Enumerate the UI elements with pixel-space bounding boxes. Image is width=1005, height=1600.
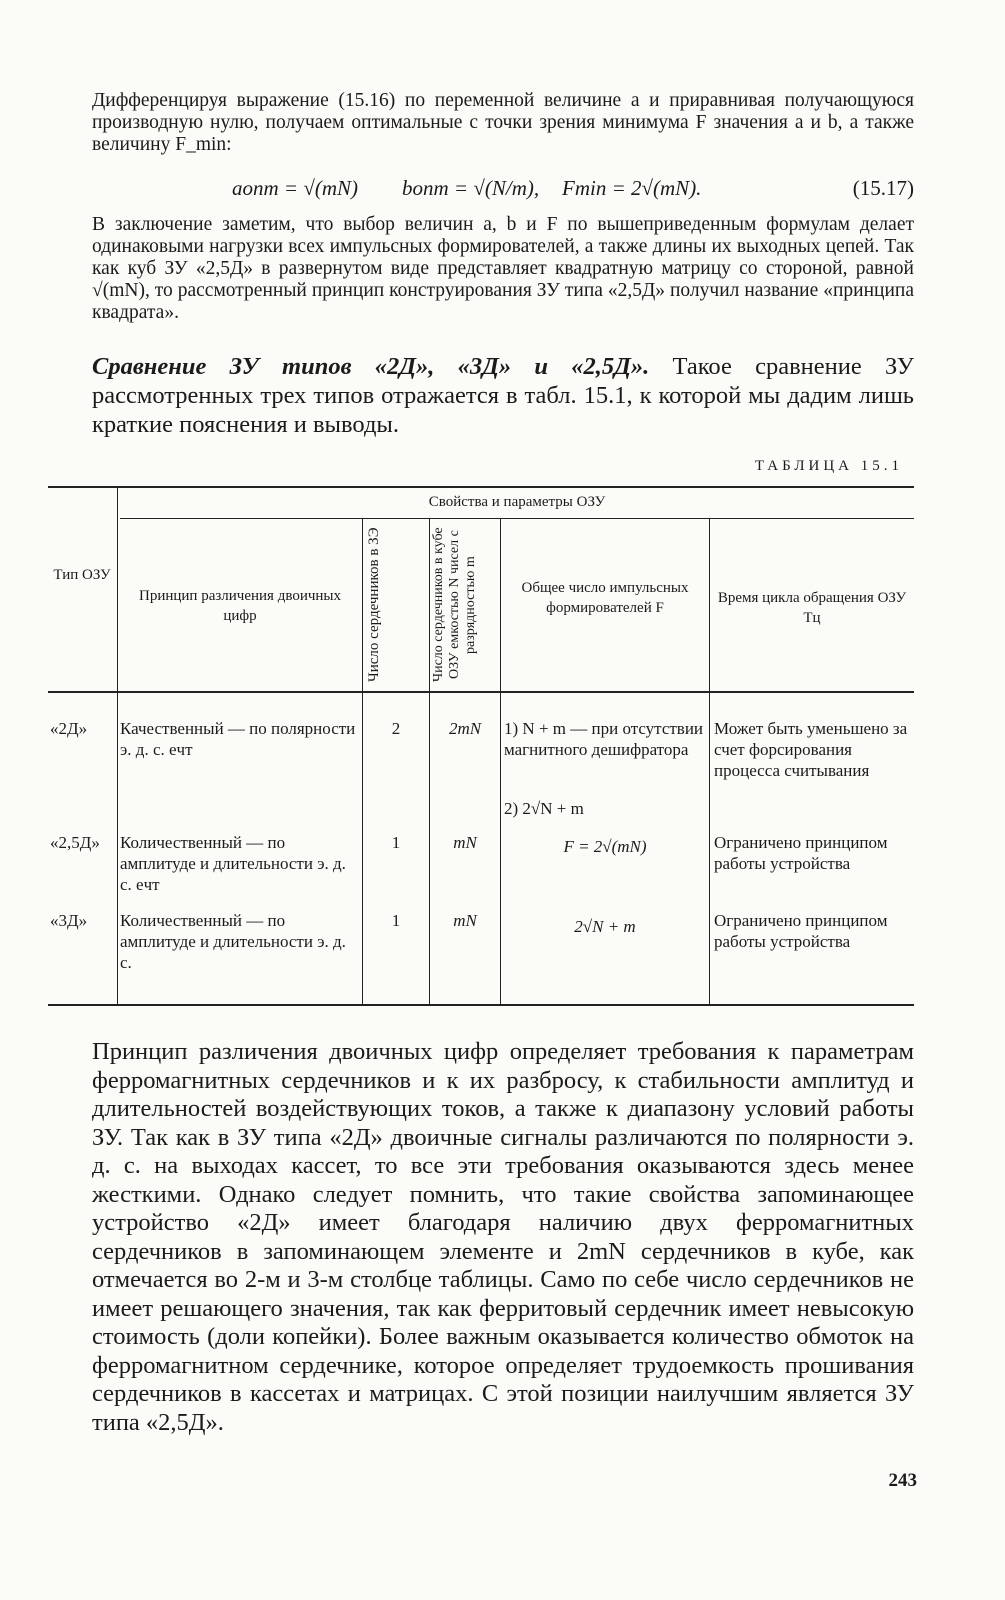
formula-b-opt: bопт = √(N/m), — [402, 176, 540, 200]
header-type: Тип ОЗУ — [53, 567, 111, 583]
intro-paragraph: Дифференцируя выражение (15.16) по переменной величине a и приравнивая получающуюся производную нулю, получаем оптимальные с точки зрения минимума F значения a и b, а также величину F_min: — [92, 90, 914, 155]
column-rule — [709, 519, 710, 1005]
table-cell-cores-per-element: 1 — [391, 833, 401, 852]
comparison-paragraph — [92, 352, 914, 439]
conclusion-paragraph: В заключение заметим, что выбор величин a, b и F по вышеприведенным формулам делает одинаковыми нагрузки всех импульсных формирователей, а также длины их выходных цепей. Так как куб ЗУ «2,5Д» в развернутом виде представляет квадратную матрицу со стороной, равной √(mN), то рассмотренный принцип конструирования ЗУ типа «2,5Д» получил название «принципа квадрата». — [92, 214, 914, 323]
formula-15-17 — [92, 176, 914, 204]
table-cell-drivers: F = 2√(mN) — [563, 837, 647, 856]
column-rule — [429, 519, 430, 1005]
column-rule — [500, 519, 501, 1005]
header-bottom-rule — [48, 691, 914, 693]
formula-a-opt: aопт = √(mN) — [232, 176, 359, 200]
page-number: 243 — [888, 1470, 917, 1491]
table-top-rule — [48, 486, 914, 488]
table-cell-drivers: 2√N + m — [574, 917, 636, 936]
comparison-text: Такое сравнение ЗУ рассмотренных трех типов отражается в табл. 15.1, к которой мы дадим лишь краткие пояснения и выводы. — [92, 353, 914, 438]
header-principle: Принцип различения двоичных цифр — [138, 588, 341, 624]
column-rule — [117, 487, 118, 1005]
table-cell-drivers-alt: 2) 2√N + m — [504, 799, 584, 818]
header-cores-in-cube: Число сердечников в кубе ОЗУ емкостью N чисел с разрядностью m — [431, 527, 478, 683]
table-cell-cycle-time: Ограничено принципом работы устройства — [714, 911, 888, 951]
table-cell-cycle-time: Ограничено принципом работы устройства — [714, 833, 888, 873]
table-cell-type: «2Д» — [50, 719, 88, 738]
table-cell-cores-in-cube: mN — [453, 911, 477, 930]
header-cores-per-element: Число сердечников в ЗЭ — [366, 527, 382, 683]
column-rule — [362, 519, 363, 1005]
equation-number: (15.17) — [852, 176, 914, 200]
table-cell-cores-per-element: 2 — [391, 719, 401, 738]
table-cell-principle: Количественный — по амплитуде и длительности э. д. с. — [120, 911, 346, 972]
table-cell-type: «2,5Д» — [50, 833, 100, 852]
table-cell-cores-per-element: 1 — [391, 911, 401, 930]
table-cell-principle: Количественный — по амплитуде и длительности э. д. с. eчт — [120, 833, 346, 894]
table-cell-cores-in-cube: mN — [453, 833, 477, 852]
table-cell-type: «3Д» — [50, 911, 88, 930]
table-bottom-rule — [48, 1004, 914, 1006]
header-cycle-time: Время цикла обращения ОЗУ Tц — [717, 590, 907, 626]
table-caption: ТАБЛИЦА 15.1 — [754, 458, 903, 474]
comparison-heading: Сравнение ЗУ типов «2Д», «3Д» и «2,5Д». — [92, 353, 650, 380]
group-header: Свойства и параметры ОЗУ — [428, 494, 606, 510]
group-header-rule — [120, 518, 914, 519]
table-cell-drivers: 1) N + m — при отсутствии магнитного дешифратора — [504, 719, 704, 759]
header-drivers: Общее число импульсных формирователей F — [521, 580, 689, 616]
table-cell-principle: Качественный — по полярности э. д. с. eчт — [120, 719, 356, 759]
formula-f-min: Fmin = 2√(mN). — [562, 176, 702, 200]
table-cell-cycle-time: Может быть уменьшено за счет форсирования процесса считывания — [714, 719, 908, 780]
table-cell-cores-in-cube: 2mN — [448, 719, 482, 738]
body-paragraph: Принцип различения двоичных цифр определяет требования к параметрам ферромагнитных сердечников и к их разбросу, к стабильности амплитуд и длительностей воздействующих токов, а также к диапазону условий работы ЗУ. Так как в ЗУ типа «2Д» двоичные сигналы различаются по полярности э. д. с. на выходах кассет, то все эти требования оказываются здесь менее жесткими. Однако следует помнить, что такие свойства запоминающее устройство «2Д» имеет благодаря наличию двух ферромагнитных сердечников в запоминающем элементе и 2mN сердечников в кубе, как отмечается во 2-м и 3-м столбце таблицы. Само по себе число сердечников не имеет решающего значения, так как ферритовый сердечник имеет невысокую стоимость (доли копейки). Более важным оказывается количество обмоток на ферромагнитном сердечнике, которое определяет трудоемкость прошивания сердечников в кассетах и матрицах. С этой позиции наилучшим является ЗУ типа «2,5Д». — [92, 1038, 914, 1436]
